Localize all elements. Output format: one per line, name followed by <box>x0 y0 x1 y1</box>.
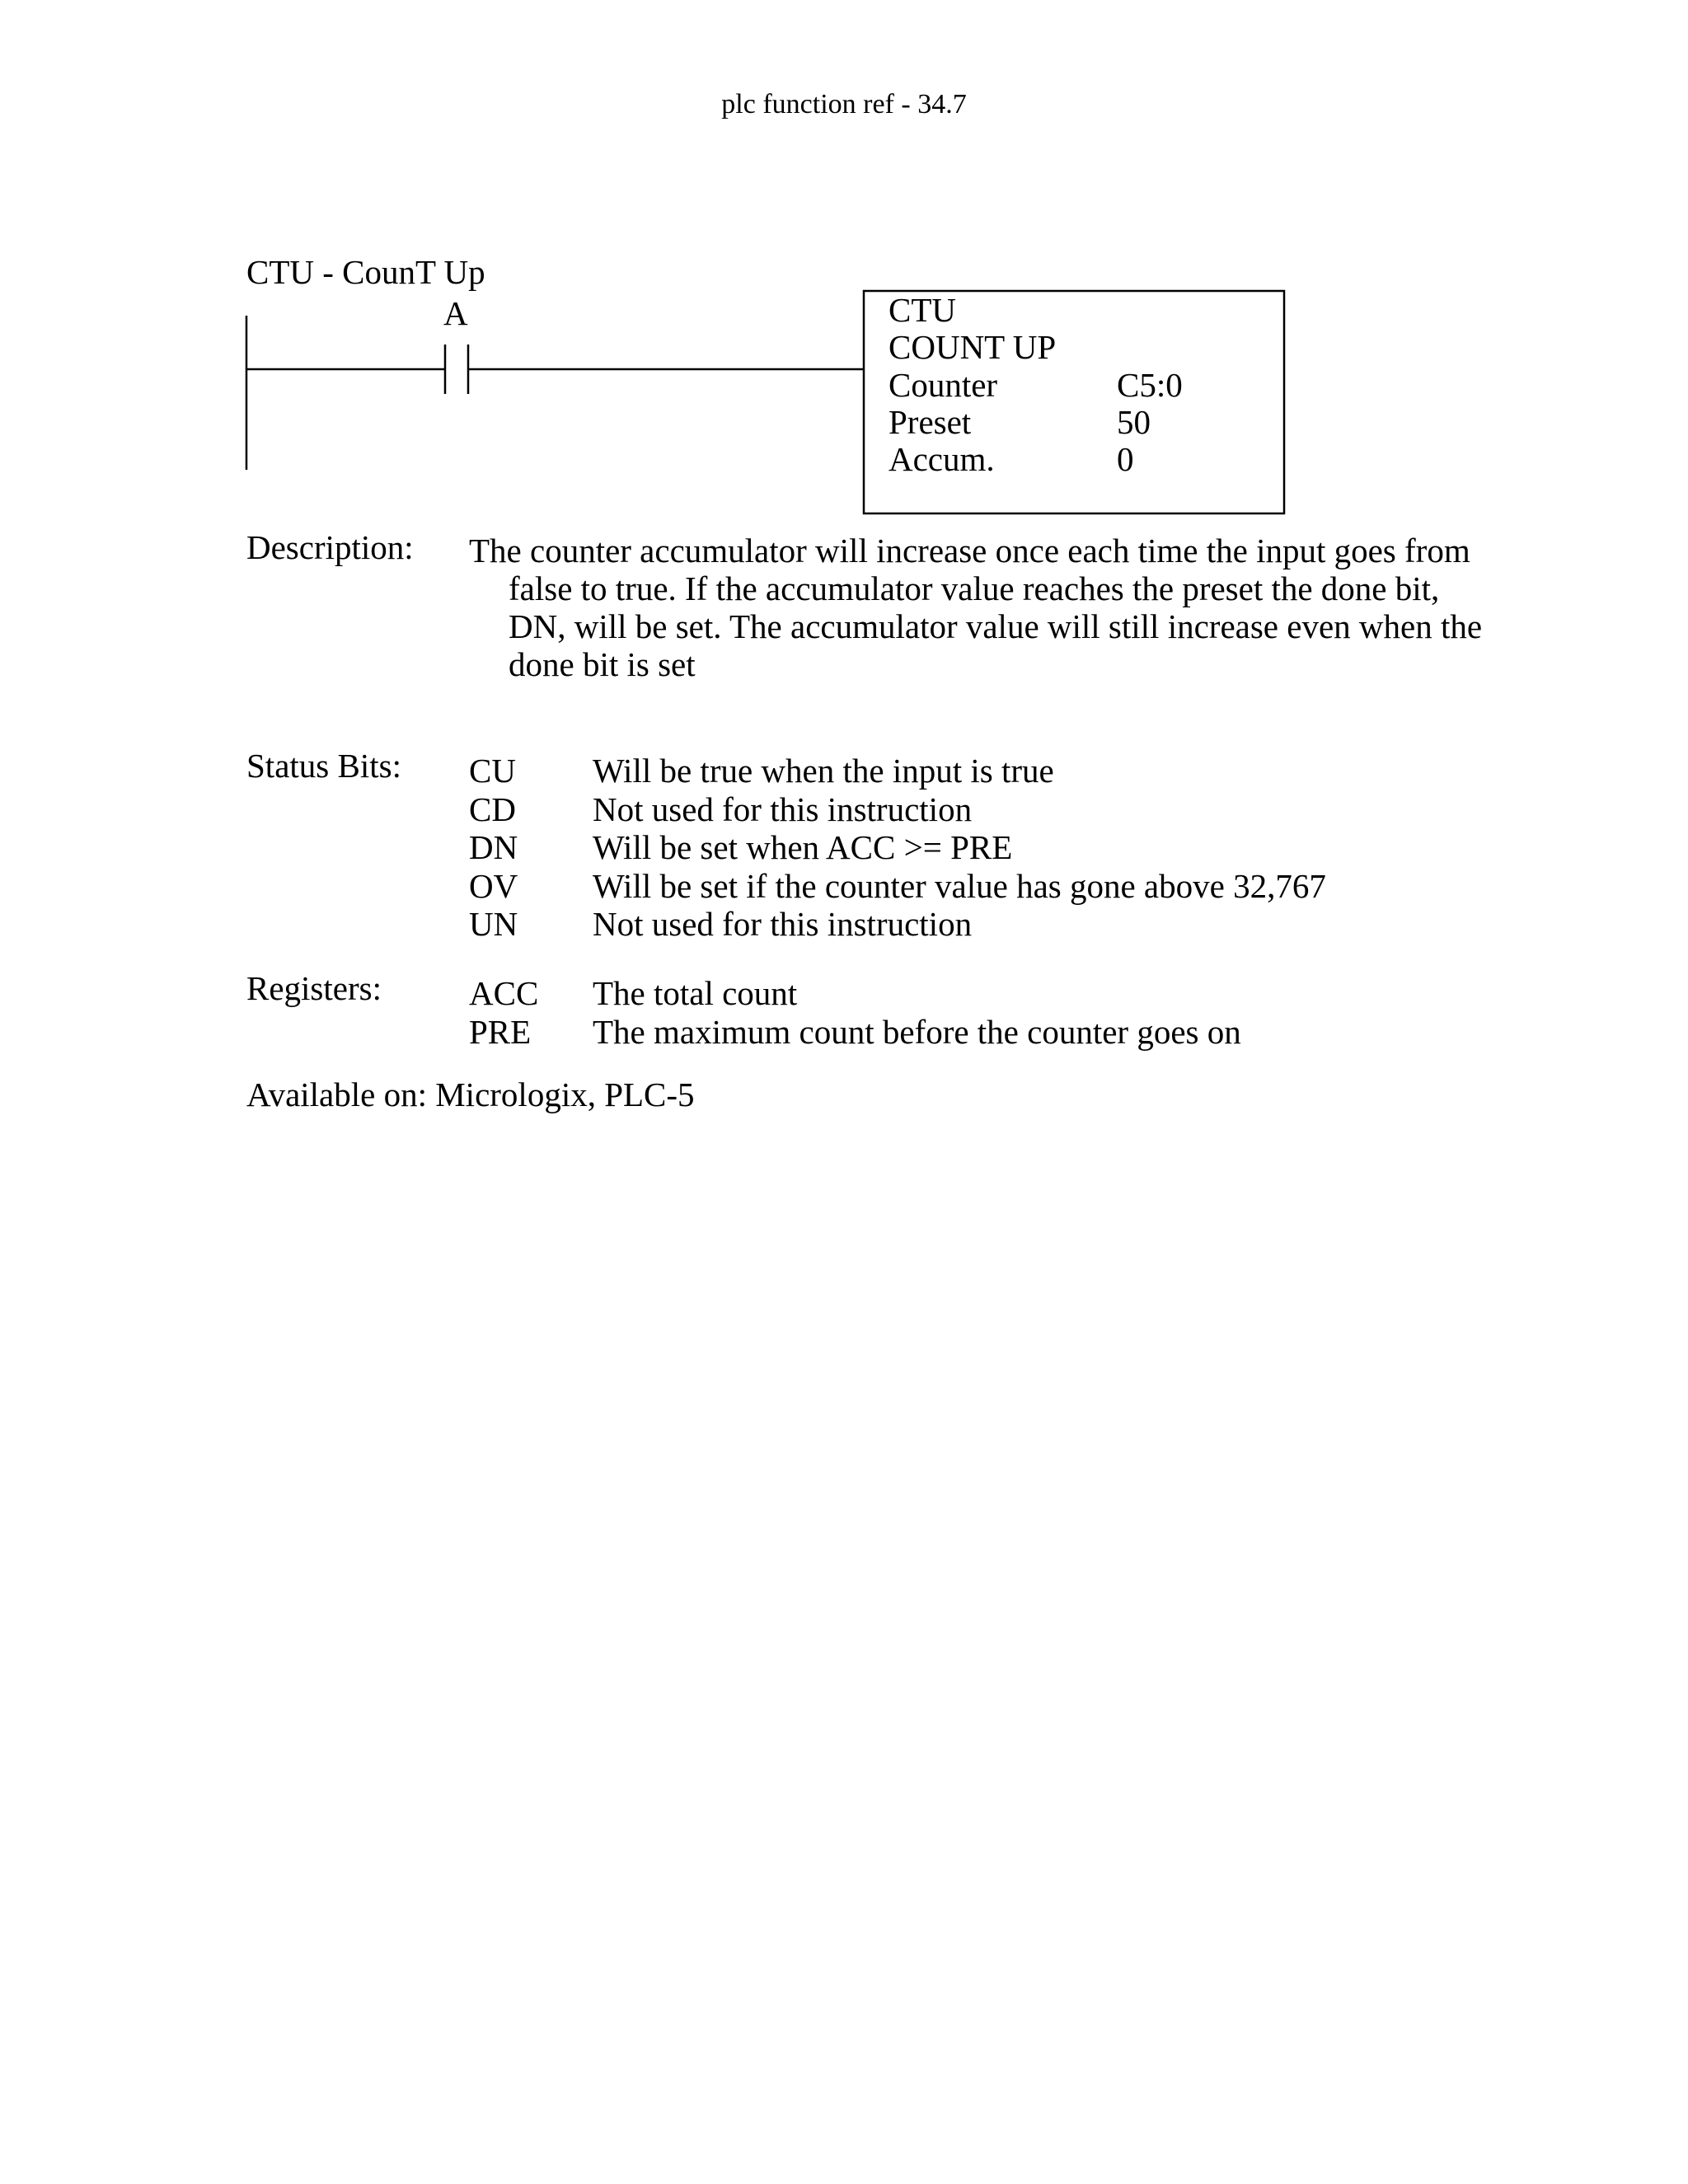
contact-label: A <box>443 294 468 332</box>
register-code: PRE <box>469 1012 532 1051</box>
param-name-counter: Counter <box>889 366 998 404</box>
instruction-title: CTU - CounT Up <box>246 253 485 291</box>
register-row <box>469 1013 1241 1052</box>
description-label: Description: <box>246 528 414 566</box>
param-value-preset: 50 <box>1117 403 1151 441</box>
availability-text: Available on: Micrologix, PLC-5 <box>246 1076 695 1113</box>
register-meaning: The maximum count before the counter goes on <box>593 1012 1241 1051</box>
status-bit-code: CD <box>469 790 516 828</box>
status-bit-row <box>469 828 1326 867</box>
register-code: ACC <box>469 974 539 1012</box>
ladder-diagram <box>0 0 1688 577</box>
registers-label: Registers: <box>246 969 382 1007</box>
param-name-preset: Preset <box>889 403 972 441</box>
status-bit-row <box>469 867 1326 906</box>
status-bit-meaning: Will be set when ACC >= PRE <box>593 828 1013 866</box>
status-bit-meaning: Not used for this instruction <box>593 790 973 828</box>
status-bit-row <box>469 790 1326 829</box>
status-bit-code: CU <box>469 752 516 790</box>
register-meaning: The total count <box>593 974 798 1012</box>
description-text: The counter accumulator will increase once each time the input goes from false to true. If the accumulator value reaches the preset the done bit, DN, will be set. The accumulator value will still increase even when the done bit is set <box>469 532 1483 683</box>
block-subtitle: COUNT UP <box>889 328 1057 366</box>
status-bit-meaning: Will be true when the input is true <box>593 752 1054 790</box>
status-bit-code: DN <box>469 828 518 866</box>
running-header: plc function ref - 34.7 <box>721 89 967 120</box>
registers-table <box>469 974 1241 1051</box>
status-bit-meaning: Not used for this instruction <box>593 905 973 943</box>
status-bit-meaning: Will be set if the counter value has gone above 32,767 <box>593 866 1326 905</box>
register-row <box>469 974 1241 1013</box>
status-bit-code: UN <box>469 905 518 943</box>
param-value-counter: C5:0 <box>1117 366 1183 404</box>
block-name: CTU <box>889 291 956 329</box>
status-bit-code: OV <box>469 866 518 905</box>
param-value-accum: 0 <box>1117 440 1134 478</box>
param-name-accum: Accum. <box>889 440 995 478</box>
status-bit-row <box>469 752 1326 790</box>
status-bit-row <box>469 905 1326 944</box>
status-bits-table <box>469 752 1326 944</box>
status-bits-label: Status Bits: <box>246 747 401 785</box>
